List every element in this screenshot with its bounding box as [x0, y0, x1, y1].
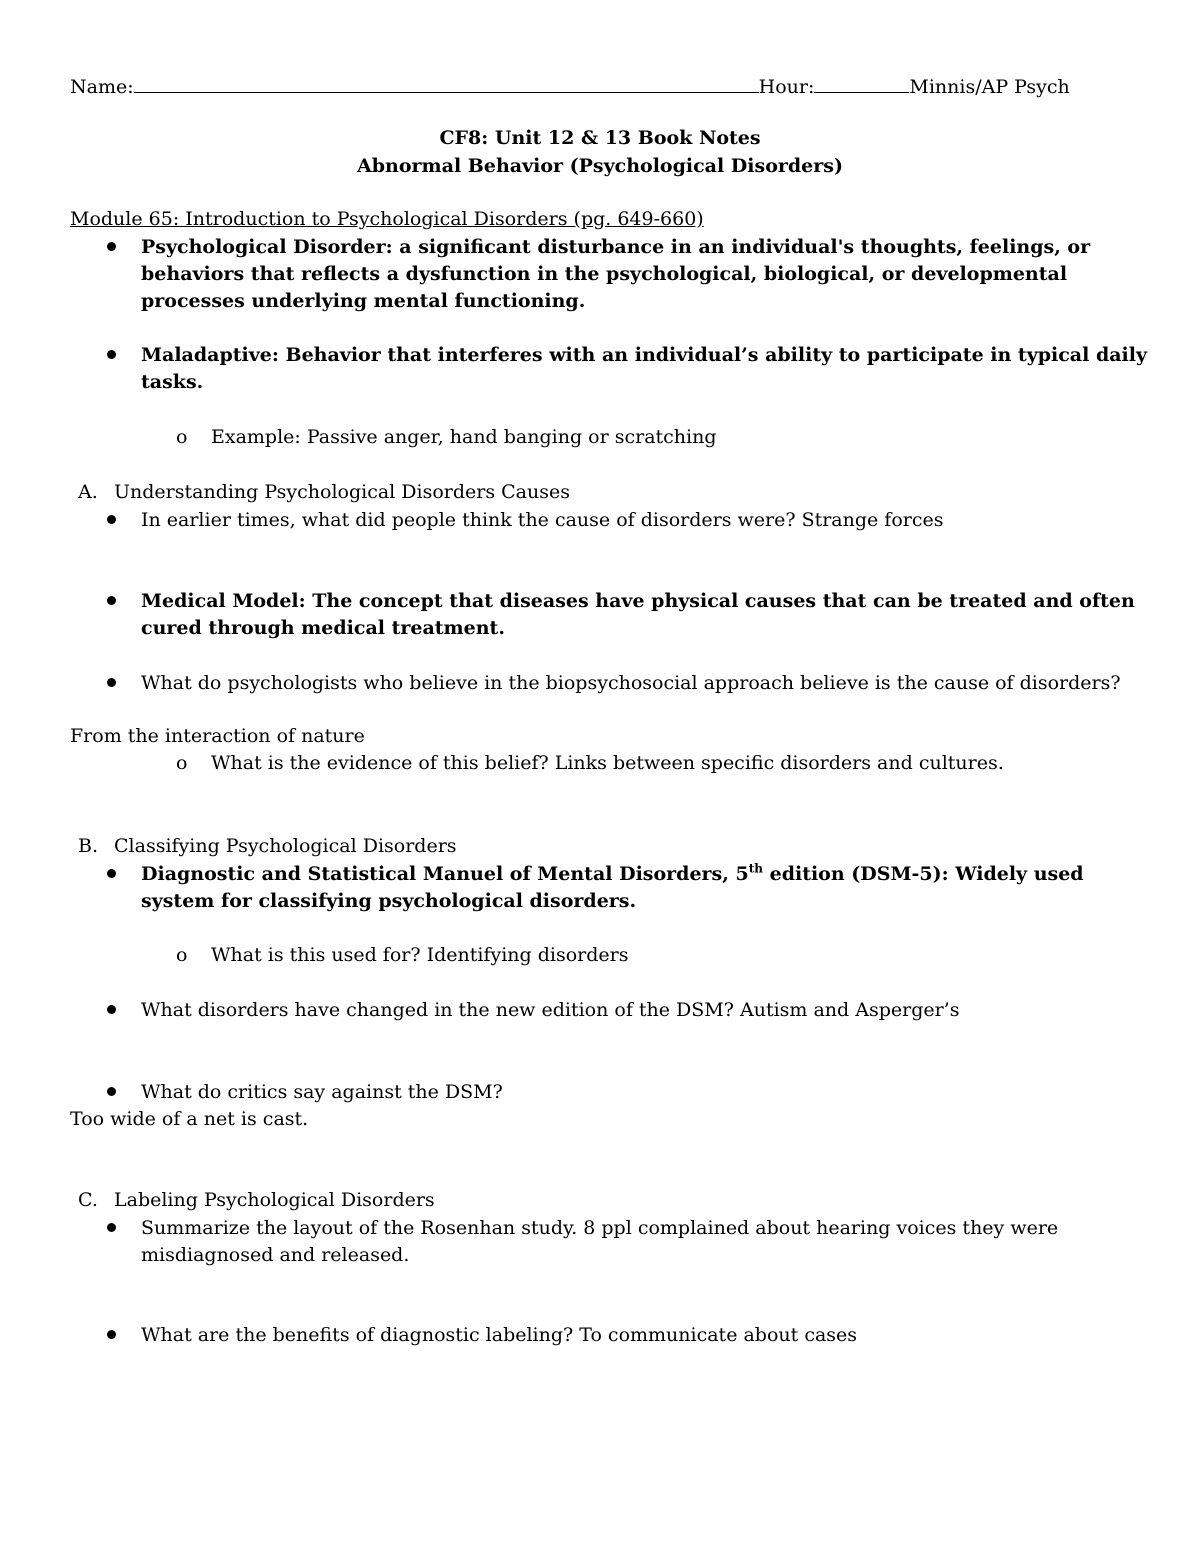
- dsm-line1-b: edition (DSM-5): Widely used: [762, 863, 1084, 885]
- bullet-icon: [107, 1087, 116, 1096]
- bullet-icon: [107, 242, 116, 251]
- sub-bullet-marker: o: [176, 944, 188, 966]
- maladaptive-example: Example: Passive anger, hand banging or scratching: [211, 426, 717, 448]
- sub-bullet-marker: o: [176, 752, 188, 774]
- section-a-q2-sub: What is the evidence of this belief? Links between specific disorders and cultures.: [211, 752, 1004, 774]
- hour-label: Hour:: [758, 76, 815, 98]
- psych-disorder-line2: behaviors that reflects a dysfunction in the psychological, biological, or developmental: [141, 263, 1068, 285]
- medical-model-line1: Medical Model: The concept that diseases have physical causes that can be treated and often: [141, 590, 1135, 612]
- rosenhan-line1: Summarize the layout of the Rosenhan study. 8 ppl complained about hearing voices they were: [141, 1217, 1059, 1239]
- section-b-q-critics: What do critics say against the DSM?: [141, 1081, 503, 1103]
- name-label: Name:: [70, 76, 134, 98]
- hour-blank: [814, 72, 909, 93]
- bullet-icon: [107, 869, 116, 878]
- section-a-q2-answer: From the interaction of nature: [70, 725, 365, 747]
- maladaptive-line2: tasks.: [141, 371, 204, 393]
- critics-answer: Too wide of a net is cast.: [70, 1108, 309, 1130]
- header-line: [70, 72, 1070, 101]
- bullet-icon: [107, 1005, 116, 1014]
- dsm-line2: system for classifying psychological disorders.: [141, 890, 637, 912]
- section-b-heading: Classifying Psychological Disorders: [114, 835, 457, 857]
- course-label: Minnis/AP Psych: [909, 76, 1070, 98]
- bullet-icon: [107, 1330, 116, 1339]
- bullet-icon: [107, 678, 116, 687]
- name-blank: [134, 72, 759, 93]
- sub-bullet-marker: o: [176, 426, 188, 448]
- section-c-q-benefits: What are the benefits of diagnostic labeling? To communicate about cases: [141, 1324, 858, 1346]
- page-title: CF8: Unit 12 & 13 Book Notes: [439, 127, 761, 149]
- section-b-q-changed: What disorders have changed in the new edition of the DSM? Autism and Asperger’s: [141, 999, 960, 1021]
- section-a-q2: What do psychologists who believe in the biopsychosocial approach believe is the cause of disorders?: [141, 672, 1121, 694]
- section-b-marker: B.: [78, 835, 99, 857]
- dsm-sub: What is this used for? Identifying disorders: [211, 944, 629, 966]
- section-a-q1: In earlier times, what did people think the cause of disorders were? Strange forces: [141, 509, 944, 531]
- page-subtitle: Abnormal Behavior (Psychological Disorders): [357, 155, 843, 177]
- medical-model-line2: cured through medical treatment.: [141, 617, 505, 639]
- section-a-heading: Understanding Psychological Disorders Causes: [114, 481, 570, 503]
- section-a-marker: A.: [78, 481, 98, 503]
- psych-disorder-line3: processes underlying mental functioning.: [141, 290, 586, 312]
- module-heading: Module 65: Introduction to Psychological Disorders (pg. 649-660): [70, 208, 704, 230]
- dsm-line1-a: Diagnostic and Statistical Manuel of Mental Disorders, 5: [141, 863, 749, 885]
- maladaptive-line1: Maladaptive: Behavior that interferes with an individual’s ability to participate in typical daily: [141, 344, 1148, 366]
- section-c-heading: Labeling Psychological Disorders: [114, 1189, 435, 1211]
- rosenhan-line2: misdiagnosed and released.: [141, 1244, 410, 1266]
- dsm-superscript: th: [748, 861, 763, 876]
- bullet-icon: [107, 515, 116, 524]
- bullet-icon: [107, 350, 116, 359]
- section-c-marker: C.: [78, 1189, 98, 1211]
- dsm-line1: [141, 861, 1084, 888]
- bullet-icon: [107, 596, 116, 605]
- bullet-icon: [107, 1223, 116, 1232]
- psych-disorder-line1: Psychological Disorder: a significant disturbance in an individual's thoughts, feelings, or: [141, 236, 1091, 258]
